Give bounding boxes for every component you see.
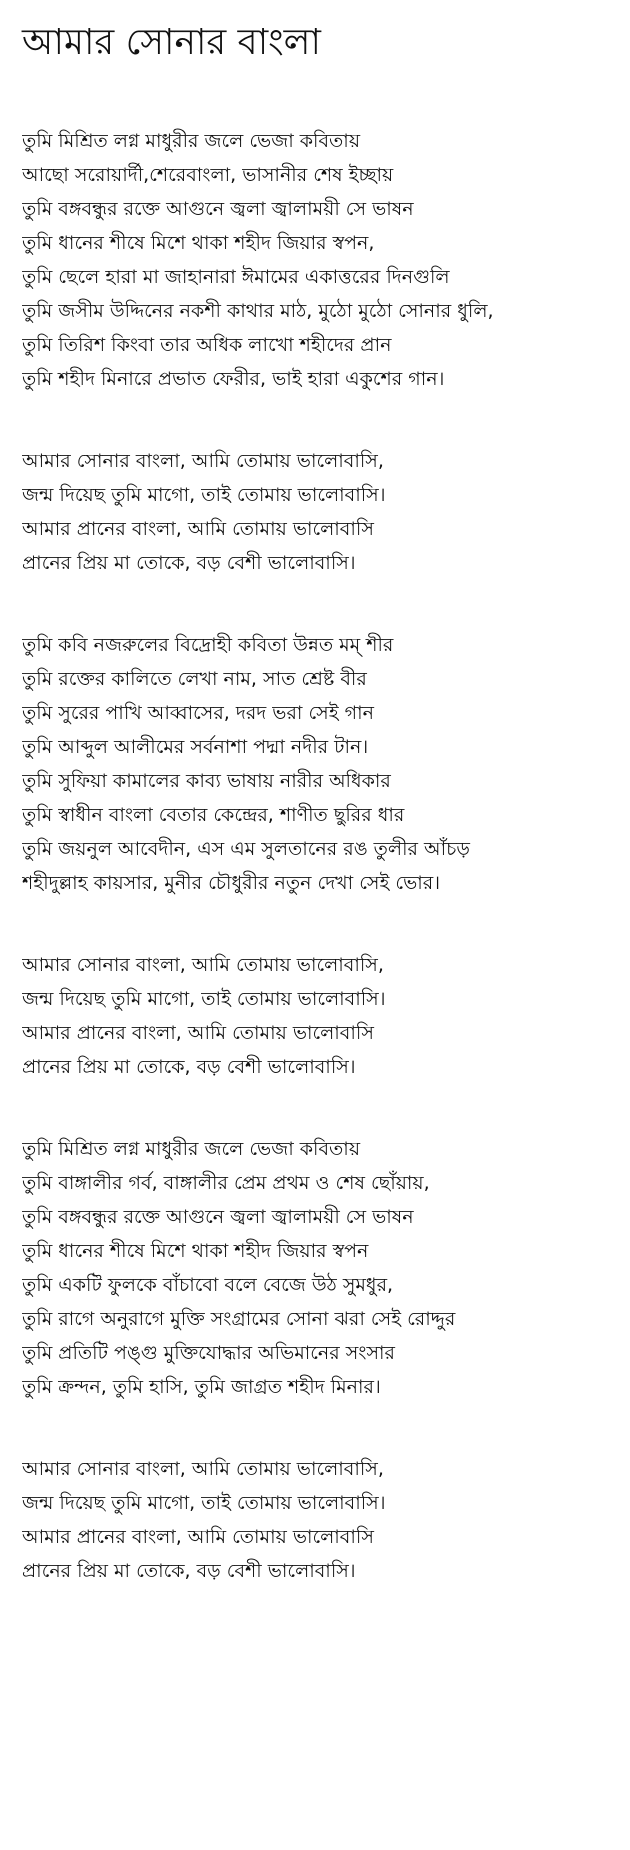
- poem-title: আমার সোনার বাংলা: [22, 22, 321, 63]
- poem-line: তুমি জয়নুল আবেদীন, এস এম সুলতানের রঙ তুলীর আঁচড়: [22, 838, 470, 860]
- poem-line: তুমি সুরের পাখি আব্বাসের, দরদ ভরা সেই গান: [22, 702, 374, 724]
- poem-line: জন্ম দিয়েছ তুমি মাগো, তাই তোমায় ভালোবাসি।: [22, 1492, 386, 1514]
- poem-line: তুমি বঙ্গবন্ধুর রক্তে আগুনে জ্বলা জ্বালাময়ী সে ভাষন: [22, 1206, 414, 1228]
- poem-line: তুমি জসীম উদ্দিনের নকশী কাথার মাঠ, মুঠো মুঠো সোনার ধুলি,: [22, 300, 494, 322]
- poem-line: তুমি প্রতিটি পঙ্গু মুক্তিযোদ্ধার অভিমানের সংসার: [22, 1342, 395, 1364]
- poem-line: তুমি একটি ফুলকে বাঁচাবো বলে বেজে উঠ সুমধুর,: [22, 1274, 394, 1296]
- poem-line: আমার সোনার বাংলা, আমি তোমায় ভালোবাসি,: [22, 450, 384, 472]
- stanza: [22, 628, 630, 900]
- poem-line: তুমি আব্দুল আলীমের সর্বনাশা পদ্মা নদীর টান।: [22, 736, 369, 758]
- poem-line: জন্ম দিয়েছ তুমি মাগো, তাই তোমায় ভালোবাসি।: [22, 484, 386, 506]
- poem-line: তুমি বাঙ্গালীর গর্ব, বাঙ্গালীর প্রেম প্রথম ও শেষ ছোঁয়ায়,: [22, 1172, 430, 1194]
- poem-line: তুমি শহীদ মিনারে প্রভাত ফেরীর, ভাই হারা একুশের গান।: [22, 368, 445, 390]
- poem-line: তুমি ক্রন্দন, তুমি হাসি, তুমি জাগ্রত শহীদ মিনার।: [22, 1376, 381, 1398]
- poem-line: আমার সোনার বাংলা, আমি তোমায় ভালোবাসি,: [22, 954, 384, 976]
- poem-line: আমার প্রানের বাংলা, আমি তোমায় ভালোবাসি: [22, 1526, 374, 1548]
- poem-line: তুমি ধানের শীষে মিশে থাকা শহীদ জিয়ার স্বপন: [22, 1240, 369, 1262]
- stanza: [22, 948, 630, 1084]
- poem-line: তুমি স্বাধীন বাংলা বেতার কেন্দ্রের, শাণীত ছুরির ধার: [22, 804, 405, 826]
- poem-line: আমার সোনার বাংলা, আমি তোমায় ভালোবাসি,: [22, 1458, 384, 1480]
- poem-line: তুমি তিরিশ কিংবা তার অধিক লাখো শহীদের প্রান: [22, 334, 392, 356]
- poem-line: তুমি ধানের শীষে মিশে থাকা শহীদ জিয়ার স্বপন,: [22, 232, 375, 254]
- poem-line: তুমি সুফিয়া কামালের কাব্য ভাষায় নারীর অধিকার: [22, 770, 391, 792]
- poem-line: তুমি কবি নজরুলের বিদ্রোহী কবিতা উন্নত মম্ শীর: [22, 634, 394, 656]
- poem-line: তুমি রক্তের কালিতে লেখা নাম, সাত শ্রেষ্ট বীর: [22, 668, 367, 690]
- poem-line: আমার প্রানের বাংলা, আমি তোমায় ভালোবাসি: [22, 518, 374, 540]
- poem-line: তুমি রাগে অনুরাগে মুক্তি সংগ্রামের সোনা ঝরা সেই রোদ্দুর: [22, 1308, 456, 1330]
- poem-body: [22, 124, 630, 1588]
- poem-line: প্রানের প্রিয় মা তোকে, বড় বেশী ভালোবাসি।: [22, 552, 356, 574]
- poem-line: প্রানের প্রিয় মা তোকে, বড় বেশী ভালোবাসি।: [22, 1560, 356, 1582]
- poem-line: তুমি মিশ্রিত লগ্ন মাধুরীর জলে ভেজা কবিতায়: [22, 1138, 361, 1160]
- poem-line: আছো সরোয়ার্দী,শেরেবাংলা, ভাসানীর শেষ ইচ্ছায়: [22, 164, 394, 186]
- poem-line: তুমি মিশ্রিত লগ্ন মাধুরীর জলে ভেজা কবিতায়: [22, 130, 361, 152]
- stanza: [22, 1452, 630, 1588]
- stanza: [22, 124, 630, 396]
- poem-line: প্রানের প্রিয় মা তোকে, বড় বেশী ভালোবাসি।: [22, 1056, 356, 1078]
- poem-line: তুমি ছেলে হারা মা জাহানারা ঈমামের একাত্তরের দিনগুলি: [22, 266, 450, 288]
- poem-line: জন্ম দিয়েছ তুমি মাগো, তাই তোমায় ভালোবাসি।: [22, 988, 386, 1010]
- poem-line: আমার প্রানের বাংলা, আমি তোমায় ভালোবাসি: [22, 1022, 374, 1044]
- poem-line: তুমি বঙ্গবন্ধুর রক্তে আগুনে জ্বলা জ্বালাময়ী সে ভাষন: [22, 198, 414, 220]
- stanza: [22, 1132, 630, 1404]
- stanza: [22, 444, 630, 580]
- poem-line: শহীদুল্লাহ কায়সার, মুনীর চৌধুরীর নতুন দেখা সেই ভোর।: [22, 872, 441, 894]
